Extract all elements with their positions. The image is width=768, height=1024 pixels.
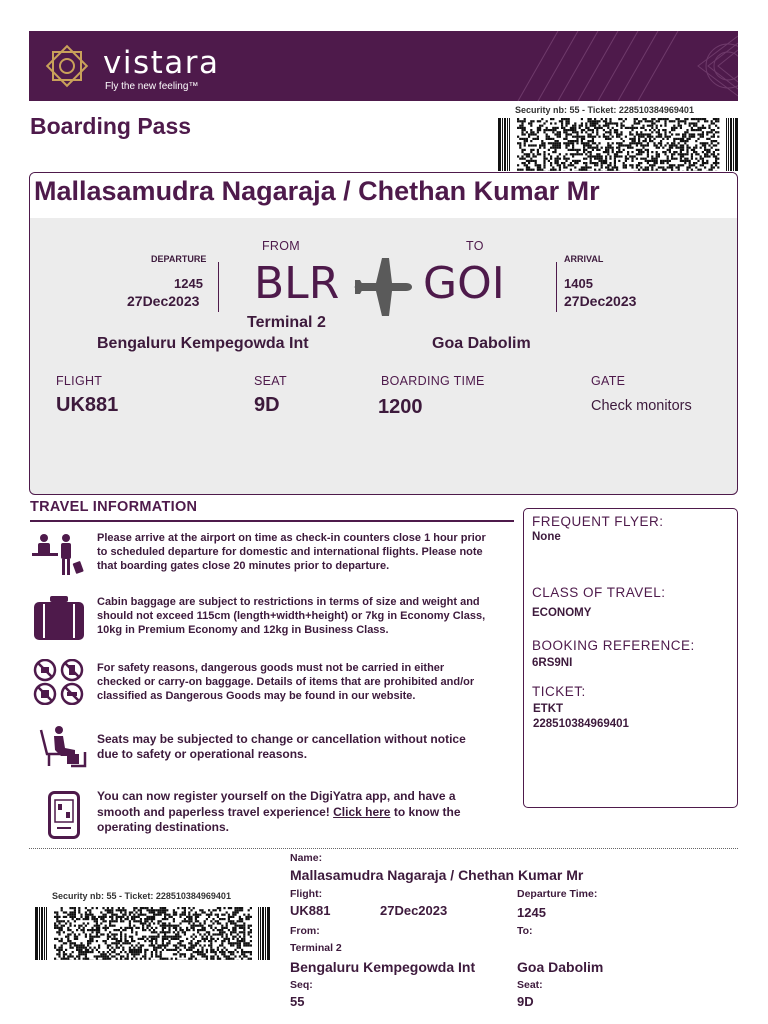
booking-reference-label: BOOKING REFERENCE: (532, 638, 695, 653)
header-banner (29, 31, 738, 101)
travel-info-item: For safety reasons, dangerous goods must not be carried in either checked or carry-on baggage. Details of items that are prohibited and/or classified as Dangerous Goods may be found in our website. (97, 662, 475, 702)
stub-seat-label: Seat: (517, 979, 543, 991)
from-label: FROM (262, 239, 300, 253)
brand-tagline: Fly the new feeling™ (105, 81, 199, 92)
seat-label: SEAT (254, 374, 287, 388)
banner-pattern (498, 31, 738, 101)
departure-divider (218, 262, 219, 312)
stub-flight-label: Flight: (290, 888, 323, 900)
airplane-icon (352, 256, 414, 318)
stub-security-ticket-line: Security nb: 55 - Ticket: 228510384969401 (52, 891, 231, 901)
ticket-type: ETKT (533, 703, 564, 715)
stub-date: 27Dec2023 (380, 903, 448, 918)
stub-departure-time: 1245 (517, 905, 546, 920)
to-label: TO (466, 239, 484, 253)
arrival-date: 27Dec2023 (564, 293, 637, 309)
arrival-divider (556, 262, 557, 312)
departure-label: DEPARTURE (151, 254, 207, 264)
dangerous-goods-icon (32, 659, 86, 705)
stub-seat: 9D (517, 994, 534, 1009)
frequent-flyer-value: None (532, 531, 561, 543)
flight-label: FLIGHT (56, 374, 103, 388)
frequent-flyer-label: FREQUENT FLYER: (532, 514, 664, 529)
departure-time: 1245 (174, 276, 203, 291)
gate-value: Check monitors (591, 398, 692, 414)
vistara-logo-icon (39, 40, 95, 92)
seat-number: 9D (254, 394, 280, 416)
digiyatra-phone-icon (48, 791, 80, 839)
security-ticket-line: Security nb: 55 - Ticket: 228510384969401 (515, 105, 694, 115)
arrival-time: 1405 (564, 276, 593, 291)
suitcase-icon (34, 596, 84, 640)
travel-info-rule (30, 520, 514, 522)
from-airport: Bengaluru Kempegowda Int (97, 335, 309, 352)
seated-passenger-icon (37, 724, 87, 768)
travel-info-title: TRAVEL INFORMATION (30, 499, 198, 515)
to-airport: Goa Dabolim (432, 335, 531, 352)
flight-number: UK881 (56, 394, 119, 416)
boarding-time-label: BOARDING TIME (381, 374, 485, 388)
checkin-counter-icon (30, 532, 88, 578)
booking-reference-value: 6RS9NI (532, 657, 573, 669)
tear-line (29, 848, 738, 849)
stub-seq-label: Seq: (290, 979, 313, 991)
arrival-label: ARRIVAL (564, 254, 604, 264)
stub-to-label: To: (517, 925, 533, 937)
gate-label: GATE (591, 374, 626, 388)
flight-card (29, 172, 738, 495)
to-code: GOI (423, 258, 505, 309)
page-title: Boarding Pass (30, 113, 192, 139)
ticket-label: TICKET: (532, 684, 586, 699)
stub-terminal: Terminal 2 (290, 942, 342, 954)
travel-info-item: Seats may be subjected to change or cancellation without notice due to safety or operational reasons. (97, 732, 466, 761)
pdf417-barcode (498, 118, 738, 171)
ticket-number: 228510384969401 (533, 718, 629, 730)
stub-departure-time-label: Departure Time: (517, 888, 598, 900)
stub-seq: 55 (290, 994, 305, 1009)
travel-info-item: Cabin baggage are subject to restrictions in terms of size and weight and should not exceed 115cm (length+width+height) or 7kg in Economy Class, 10kg in Premium Economy and 12kg in Business Class. (97, 596, 486, 636)
stub-flight: UK881 (290, 903, 331, 918)
stub-name: Mallasamudra Nagaraja / Chethan Kumar Mr (290, 867, 584, 883)
stub-from-airport: Bengaluru Kempegowda Int (290, 959, 476, 975)
travel-info-item: Please arrive at the airport on time as check-in counters close 1 hour prior to scheduled departure for domestic and international flights. Please note that boarding gates close 20 minutes prior to departure. (97, 532, 486, 572)
travel-info-item: You can now register yourself on the DigiYatra app, and have a smooth and paperless travel experience! Click here to know the operating destinations. (97, 789, 461, 834)
brand-name: vistara (103, 45, 220, 81)
class-of-travel-value: ECONOMY (532, 607, 592, 619)
class-of-travel-label: CLASS OF TRAVEL: (532, 585, 666, 600)
stub-pdf417-barcode (35, 907, 270, 960)
digiyatra-link[interactable]: Click here (333, 804, 391, 819)
stub-from-label: From: (290, 925, 320, 937)
boarding-time: 1200 (378, 396, 423, 418)
terminal: Terminal 2 (247, 314, 326, 331)
stub-to-airport: Goa Dabolim (517, 959, 604, 975)
from-code: BLR (254, 258, 340, 309)
passenger-name: Mallasamudra Nagaraja / Chethan Kumar Mr (34, 176, 600, 206)
departure-date: 27Dec2023 (127, 293, 200, 309)
stub-name-label: Name: (290, 852, 323, 864)
